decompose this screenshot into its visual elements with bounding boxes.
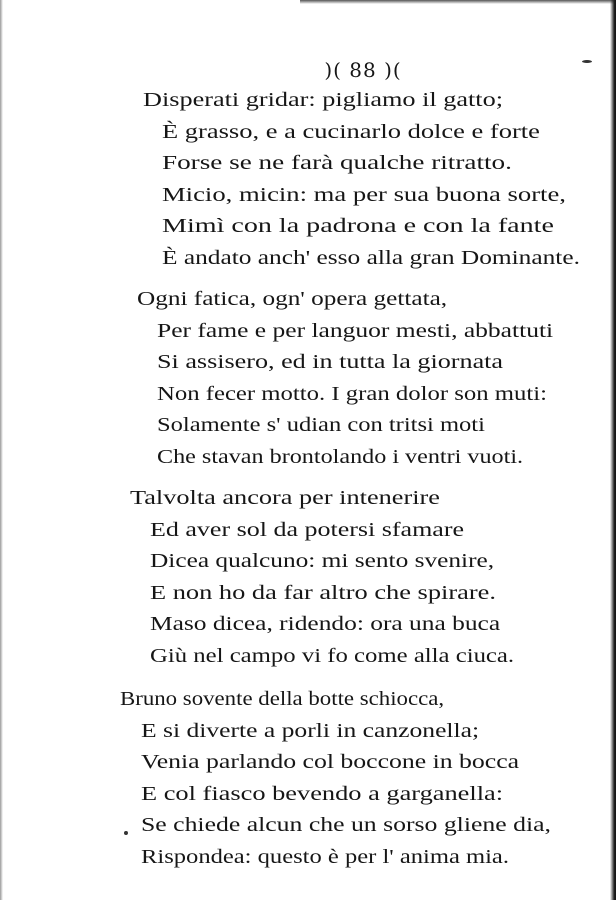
page-gutter-left <box>0 0 3 900</box>
poem-line: E non ho da far altro che spirare. <box>150 581 496 604</box>
poem-line: Si assisero, ed in tutta la giornata <box>157 351 504 373</box>
poem-line: Ed aver sol da potersi sfamare <box>150 518 465 541</box>
page-number: )( 88 )( <box>324 58 402 82</box>
poem-line: Se chiede alcun che un sorso gliene dia, <box>141 814 551 836</box>
poem-line: Disperati gridar: pigliamo il gatto; <box>143 89 504 111</box>
page-edge-right <box>610 0 616 900</box>
poem-line: Che stavan brontolando i ventri vuoti. <box>157 445 524 468</box>
poem-line: Dicea qualcuno: mi sento svenire, <box>150 550 495 572</box>
poem-line: Mimì con la padrona e con la fante <box>162 215 554 237</box>
poem-line: Per fame e per languor mesti, abbattuti <box>157 319 554 342</box>
ink-speck <box>124 831 128 835</box>
poem-line: Non fecer motto. I gran dolor son muti: <box>157 382 547 405</box>
poem-line: Bruno sovente della botte schiocca, <box>120 688 445 710</box>
poem-line: Giù nel campo vi fo come alla ciuca. <box>150 644 515 667</box>
page-edge-top <box>300 0 616 4</box>
poem-line: Venia parlando col boccone in bocca <box>141 751 520 773</box>
poem-line: È grasso, e a cucinarlo dolce e forte <box>162 120 540 143</box>
poem-line: Micio, micin: ma per sua buona sorte, <box>162 183 566 206</box>
poem-line: Solamente s' udian con tritsi moti <box>157 414 485 436</box>
poem-line: Forse se ne farà qualche ritratto. <box>162 152 512 174</box>
poem-line: Talvolta ancora per intenerire <box>130 487 440 509</box>
poem-line: E col fiasco bevendo a garganella: <box>141 782 504 805</box>
poem-line: Ogni fatica, ogn' opera gettata, <box>137 288 448 310</box>
poem-line: Rispondea: questo è per l' anima mia. <box>141 845 509 868</box>
poem-line: E si diverte a porli in canzonella; <box>141 719 480 742</box>
poem-line: Maso dicea, ridendo: ora una buca <box>150 613 501 635</box>
poem-line: È andato anch' esso alla gran Dominante. <box>162 246 580 269</box>
